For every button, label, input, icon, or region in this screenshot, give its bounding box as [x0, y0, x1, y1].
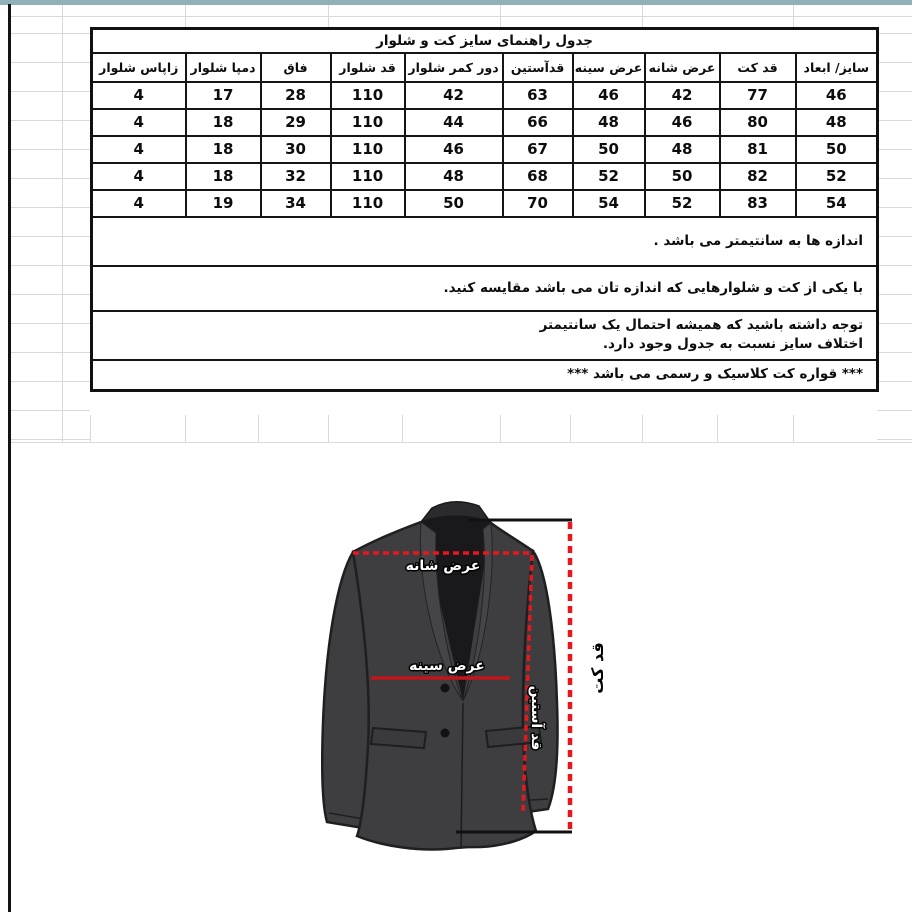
- cell[interactable]: 50: [573, 136, 645, 163]
- header-cell-jacket-length[interactable]: قد کت: [720, 53, 796, 82]
- header-cell-shoulder-width[interactable]: عرض شانه: [645, 53, 720, 82]
- cell[interactable]: 28: [261, 82, 331, 109]
- cell[interactable]: 44: [405, 109, 503, 136]
- button-top: [441, 684, 450, 693]
- header-cell-pants-waist[interactable]: دور کمر شلوار: [405, 53, 503, 82]
- cell[interactable]: 48: [645, 136, 720, 163]
- cell[interactable]: 32: [261, 163, 331, 190]
- cell[interactable]: 82: [720, 163, 796, 190]
- size-row-52: [92, 163, 878, 190]
- cell[interactable]: 48: [796, 109, 878, 136]
- cell[interactable]: 34: [261, 190, 331, 217]
- size-row-50: [92, 136, 878, 163]
- cell[interactable]: 81: [720, 136, 796, 163]
- cell[interactable]: 18: [186, 109, 261, 136]
- cell[interactable]: 66: [503, 109, 573, 136]
- cell[interactable]: 50: [645, 163, 720, 190]
- cell[interactable]: 110: [331, 163, 405, 190]
- cell[interactable]: 18: [186, 136, 261, 163]
- header-cell-pants-length[interactable]: قد شلوار: [331, 53, 405, 82]
- cell[interactable]: 52: [573, 163, 645, 190]
- size-row-54: [92, 190, 878, 217]
- shoulder-width-label: عرض شانه: [405, 558, 481, 574]
- jacket-length-label: قد کت: [588, 642, 607, 694]
- size-row-46: [92, 82, 878, 109]
- size-row-48: [92, 109, 878, 136]
- table-title-cell[interactable]: جدول راهنمای سایز کت و شلوار: [92, 29, 878, 53]
- header-cell-rise[interactable]: فاق: [261, 53, 331, 82]
- window-top-bar: [0, 0, 912, 5]
- jacket-diagram: [280, 495, 700, 912]
- cell[interactable]: 46: [645, 109, 720, 136]
- cell[interactable]: 50: [405, 190, 503, 217]
- header-row: [92, 53, 878, 82]
- cell[interactable]: 110: [331, 109, 405, 136]
- cell[interactable]: 46: [405, 136, 503, 163]
- cell[interactable]: 4: [92, 163, 186, 190]
- header-cell-sleeve-length[interactable]: قدآستین: [503, 53, 573, 82]
- chest-width-label: عرض سینه: [409, 658, 485, 674]
- jacket-illustration: [280, 495, 700, 912]
- cell[interactable]: 46: [573, 82, 645, 109]
- cell[interactable]: 48: [573, 109, 645, 136]
- button-bottom: [441, 729, 450, 738]
- cell[interactable]: 42: [645, 82, 720, 109]
- cell[interactable]: 110: [331, 82, 405, 109]
- cell[interactable]: 30: [261, 136, 331, 163]
- note-compare[interactable]: با یکی از کت و شلوارهایی که اندازه تان می باشد مقایسه کنید.: [92, 266, 878, 311]
- sleeve-length-label: قد آستین: [528, 685, 544, 751]
- cell[interactable]: 19: [186, 190, 261, 217]
- note-fit[interactable]: *** قواره کت کلاسیک و رسمی می باشد ***: [92, 360, 878, 391]
- cell[interactable]: 4: [92, 82, 186, 109]
- cell[interactable]: 77: [720, 82, 796, 109]
- cell[interactable]: 50: [796, 136, 878, 163]
- cell[interactable]: 83: [720, 190, 796, 217]
- cell[interactable]: 18: [186, 163, 261, 190]
- cell[interactable]: 70: [503, 190, 573, 217]
- grid-right-strip: [877, 5, 912, 442]
- cell[interactable]: 17: [186, 82, 261, 109]
- size-guide-table: [90, 27, 879, 392]
- header-cell-size[interactable]: سایز/ ابعاد: [796, 53, 878, 82]
- cell[interactable]: 4: [92, 109, 186, 136]
- cell[interactable]: 110: [331, 136, 405, 163]
- note-tolerance[interactable]: توجه داشته باشید که همیشه احتمال یک سانتیمتر اختلاف سایز نسبت به جدول وجود دارد.: [92, 311, 878, 360]
- left-pocket: [371, 728, 426, 748]
- cell[interactable]: 54: [573, 190, 645, 217]
- cell[interactable]: 29: [261, 109, 331, 136]
- cell[interactable]: 4: [92, 190, 186, 217]
- cell[interactable]: 52: [645, 190, 720, 217]
- cell[interactable]: 52: [796, 163, 878, 190]
- cell[interactable]: 68: [503, 163, 573, 190]
- cell[interactable]: 48: [405, 163, 503, 190]
- grid-left-strip: [11, 5, 90, 442]
- note-units[interactable]: اندازه ها به سانتیمتر می باشد .: [92, 217, 878, 266]
- cell[interactable]: 4: [92, 136, 186, 163]
- cell[interactable]: 63: [503, 82, 573, 109]
- header-cell-spare[interactable]: زاپاس شلوار: [92, 53, 186, 82]
- cell[interactable]: 80: [720, 109, 796, 136]
- cell[interactable]: 67: [503, 136, 573, 163]
- header-cell-hem[interactable]: دمپا شلوار: [186, 53, 261, 82]
- header-cell-chest-width[interactable]: عرض سینه: [573, 53, 645, 82]
- cell[interactable]: 46: [796, 82, 878, 109]
- cell[interactable]: 54: [796, 190, 878, 217]
- cell[interactable]: 42: [405, 82, 503, 109]
- cell[interactable]: 110: [331, 190, 405, 217]
